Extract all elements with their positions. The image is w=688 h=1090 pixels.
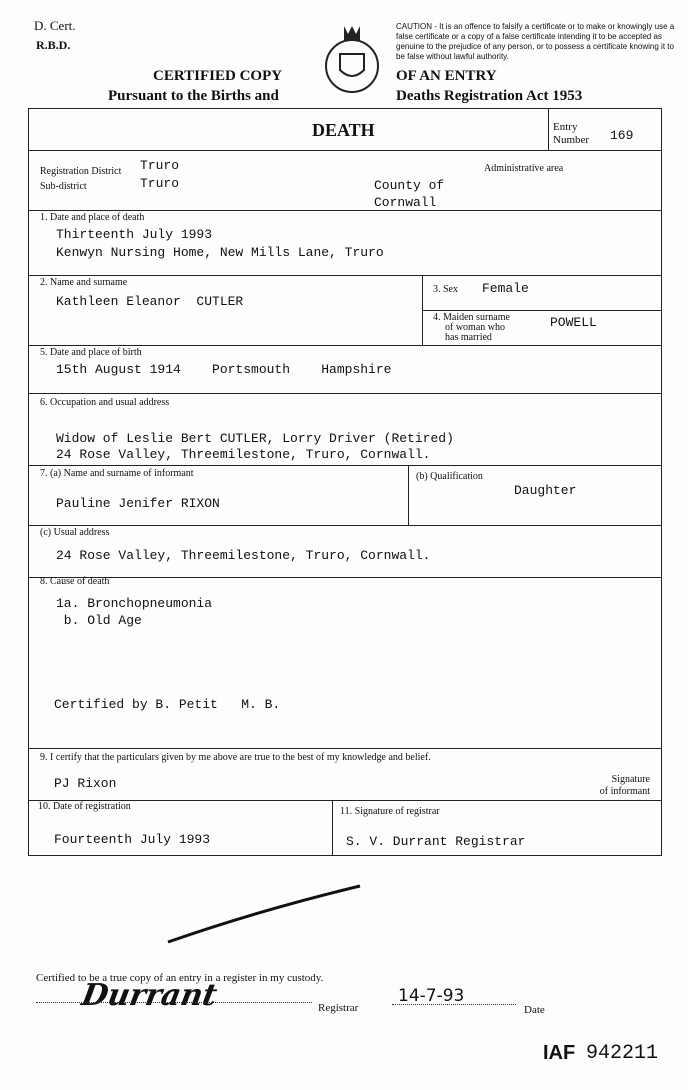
pen-stroke-icon <box>160 880 370 950</box>
f7c-label: (c) Usual address <box>40 527 110 538</box>
title-left-1: CERTIFIED COPY <box>153 68 283 84</box>
registration-date: Fourteenth July 1993 <box>54 832 211 847</box>
occupation: Widow of Leslie Bert CUTLER, Lorry Driver (Retired) <box>56 431 454 446</box>
sig-label-2: of informant <box>599 786 650 797</box>
certified-by: Certified by B. Petit M. B. <box>54 697 281 712</box>
form-heading: DEATH <box>312 120 375 140</box>
serial-number: 942211 <box>586 1042 659 1065</box>
registrar-name: S. V. Durrant Registrar <box>346 834 526 849</box>
title-left-2: Pursuant to the Births and <box>108 88 279 104</box>
admin-area-value-1: County of <box>374 178 445 193</box>
date-line <box>392 1004 516 1005</box>
informant-signature: PJ Rixon <box>54 776 117 791</box>
reg-district-label: Registration District <box>40 166 122 177</box>
informant-address: 24 Rose Valley, Threemilestone, Truro, Cornwall. <box>56 548 431 563</box>
entry-label: Entry <box>553 121 578 133</box>
certified-copy-text: Certified to be a true copy of an entry in a register in my custody. <box>36 972 324 984</box>
title-right-1: OF AN ENTRY <box>396 68 497 84</box>
admin-area-label: Administrative area <box>484 163 564 174</box>
caution-text: CAUTION - It is an offence to falsify a certificate or to make or knowingly use a false certificate or a copy of a false certificate intending it to be accepted as genuine to the prejudice of any person, or to possess a certificate knowing it to be false without lawful authority. <box>396 22 675 61</box>
sig-label-1: Signature <box>611 774 650 785</box>
f7b-label: (b) Qualification <box>416 471 483 482</box>
cause-1b: b. Old Age <box>56 613 142 628</box>
f4-label-1: 4. Maiden surname <box>433 312 510 323</box>
f10-label: 10. Date of registration <box>38 801 131 812</box>
registrar-label: Registrar <box>318 1002 359 1014</box>
registrar-signature: Durrant <box>78 978 220 1013</box>
birth-date-place: 15th August 1914 Portsmouth Hampshire <box>56 362 392 377</box>
cause-1a: 1a. Bronchopneumonia <box>56 596 213 611</box>
certified-date: 14-7-93 <box>398 986 465 1006</box>
entry-number: 169 <box>610 128 634 143</box>
usual-address: 24 Rose Valley, Threemilestone, Truro, Cornwall. <box>56 447 431 462</box>
royal-coat-of-arms-icon <box>318 22 386 98</box>
informant-name: Pauline Jenifer RIXON <box>56 496 220 511</box>
date-label: Date <box>524 1004 545 1016</box>
f4-label <box>433 313 510 343</box>
f7a-label: 7. (a) Name and surname of informant <box>40 468 194 479</box>
f4-label-2: of woman who <box>445 322 505 333</box>
f3-label: 3. Sex <box>433 284 458 295</box>
f1-label: 1. Date and place of death <box>40 212 145 223</box>
f4-label-3: has married <box>445 332 492 343</box>
sub-district-label: Sub-district <box>40 181 87 192</box>
serial-prefix: IAF <box>543 1042 576 1064</box>
title-right-2: Deaths Registration Act 1953 <box>396 88 583 104</box>
deceased-name: Kathleen Eleanor CUTLER <box>56 294 244 309</box>
f11-label: 11. Signature of registrar <box>340 806 440 817</box>
f6-label: 6. Occupation and usual address <box>40 397 170 408</box>
death-place: Kenwyn Nursing Home, New Mills Lane, Truro <box>56 245 384 260</box>
admin-area-value-2: Cornwall <box>374 195 437 210</box>
f2-label: 2. Name and surname <box>40 277 128 288</box>
cert-code-2: R.B.D. <box>36 38 71 52</box>
number-label: Number <box>553 134 590 146</box>
f8-label: 8. Cause of death <box>40 576 110 587</box>
f5-label: 5. Date and place of birth <box>40 347 142 358</box>
sex-value: Female <box>482 281 529 296</box>
maiden-surname: POWELL <box>550 315 597 330</box>
sub-district-value: Truro <box>140 176 180 191</box>
cert-code: D. Cert. <box>34 18 76 33</box>
signature-of-informant-label <box>600 774 650 798</box>
f9-label: 9. I certify that the particulars given by me above are true to the best of my knowledge and belief. <box>40 752 431 763</box>
registrar-signature-line <box>36 1002 312 1003</box>
reg-district-value: Truro <box>140 158 180 173</box>
death-date: Thirteenth July 1993 <box>56 227 213 242</box>
informant-qualification: Daughter <box>514 483 577 498</box>
